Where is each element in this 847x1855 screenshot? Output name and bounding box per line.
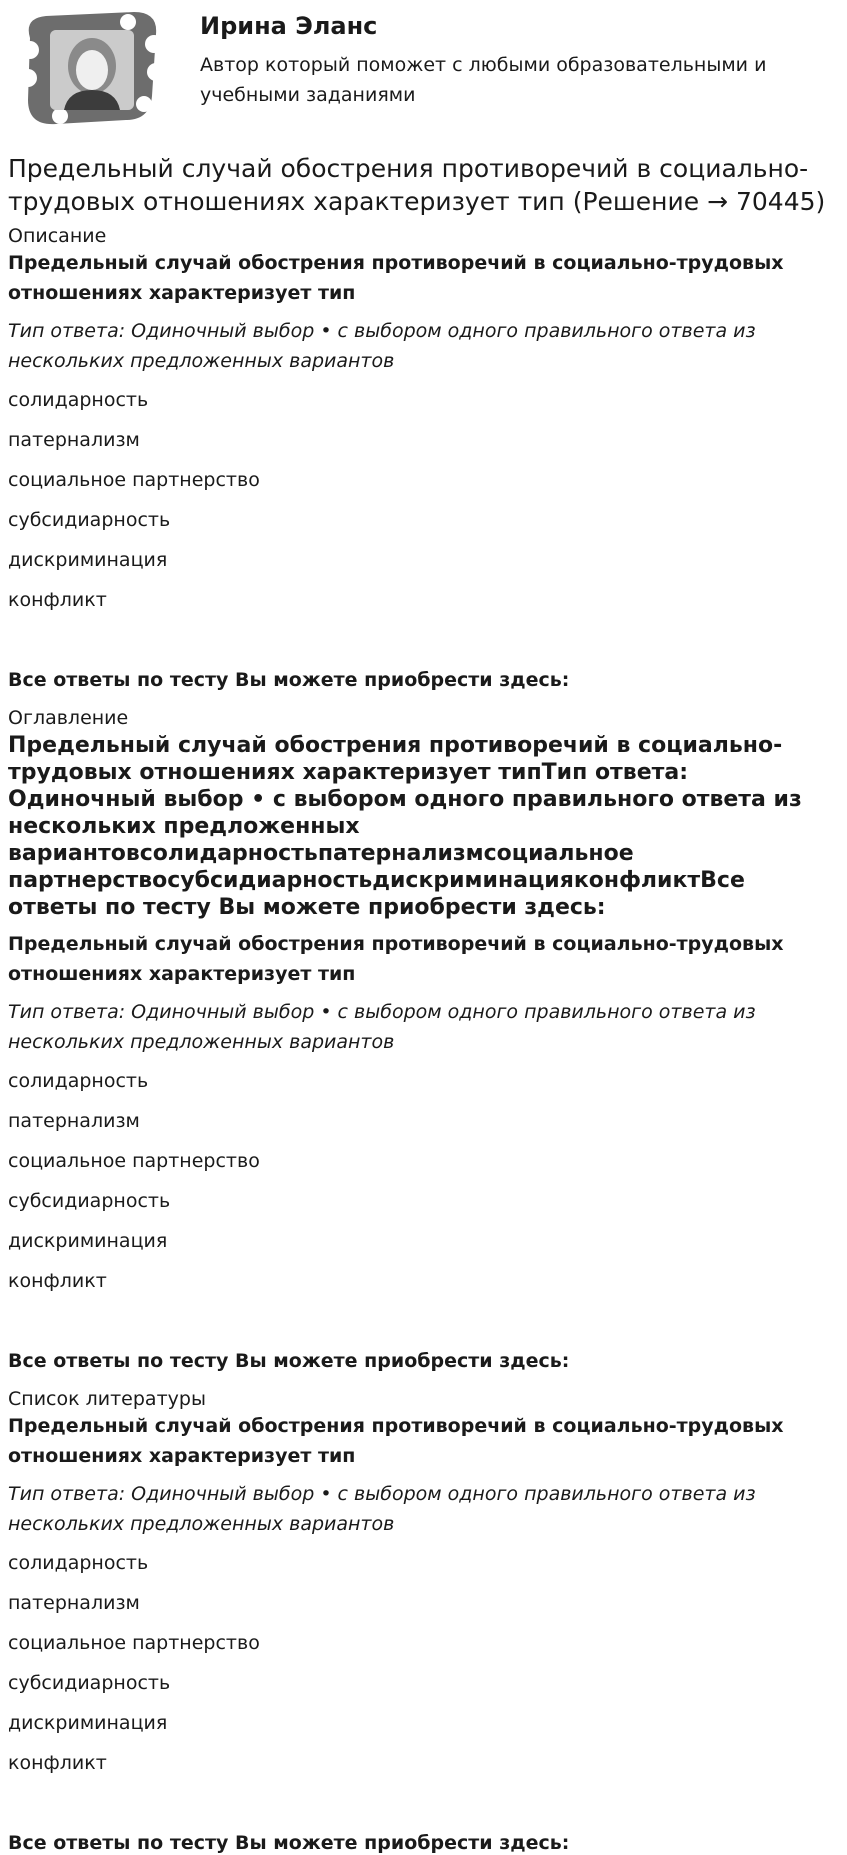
question-text: Предельный случай обострения противоречий в социально-трудовых отношениях характеризует тип [8,933,784,985]
option-item: патернализм [8,1592,140,1614]
answer-type-text: Тип ответа: Одиночный выбор • с выбором одного правильного ответа из нескольких предложенных вариантов [8,1001,756,1053]
option-item: солидарность [8,1552,149,1574]
buy-answers-text: Все ответы по тесту Вы можете приобрести здесь: [8,1832,570,1854]
option-item: субсидиарность [8,1672,171,1694]
option-item: социальное партнерство [8,1632,260,1654]
option-item: солидарность [8,389,149,411]
option-item: дискриминация [8,1230,168,1252]
option-item: субсидиарность [8,509,171,531]
buy-answers-text: Все ответы по тесту Вы можете приобрести здесь: [8,669,570,691]
author-name: Ирина Эланс [200,12,378,40]
author-portrait-icon [16,8,164,128]
option-item: конфликт [8,589,107,611]
option-item: патернализм [8,1110,140,1132]
avatar [16,8,164,128]
description-section [8,224,839,692]
question-text: Предельный случай обострения противоречий в социально-трудовых отношениях характеризует тип [8,252,784,304]
option-item: патернализм [8,429,140,451]
question-text: Предельный случай обострения противоречий в социально-трудовых отношениях характеризует тип [8,1415,784,1467]
author-header [8,0,839,136]
answer-type-text: Тип ответа: Одиночный выбор • с выбором одного правильного ответа из нескольких предложенных вариантов [8,320,756,372]
option-item: социальное партнерство [8,1150,260,1172]
page-title: Предельный случай обострения противоречий в социально-трудовых отношениях характеризует тип (Решение → 70445) [8,154,826,216]
option-item: солидарность [8,1070,149,1092]
answer-type-text: Тип ответа: Одиночный выбор • с выбором одного правильного ответа из нескольких предложенных вариантов [8,1483,756,1535]
section-label-literature: Список литературы [8,1388,206,1410]
literature-section [8,1387,839,1855]
buy-answers-text: Все ответы по тесту Вы можете приобрести здесь: [8,1350,570,1372]
toc-section [8,706,839,1373]
toc-combined-text: Предельный случай обострения противоречий в социально-трудовых отношениях характеризует типТип ответа: Одиночный выбор • с выбором одного правильного ответа из нескольких предложенных вариантовсолидарностьпатернализмсоциальное партнерствосубсидиарностьдискриминацияконфликтВсе ответы по тесту Вы можете приобрести здесь: [8,733,802,920]
option-item: дискриминация [8,1712,168,1734]
option-item: конфликт [8,1270,107,1292]
author-description: Автор который поможет с любыми образовательными и учебными заданиями [200,54,767,106]
option-item: конфликт [8,1752,107,1774]
option-item: субсидиарность [8,1190,171,1212]
section-label-description: Описание [8,225,107,247]
option-item: дискриминация [8,549,168,571]
section-label-toc: Оглавление [8,707,129,729]
option-item: социальное партнерство [8,469,260,491]
